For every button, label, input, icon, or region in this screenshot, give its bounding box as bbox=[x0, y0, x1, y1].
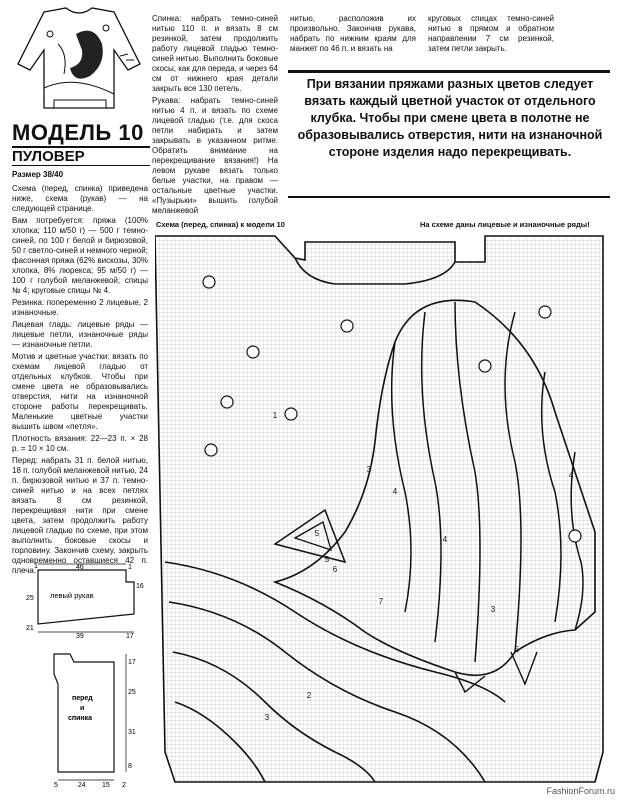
chart-region-label: 3 bbox=[366, 465, 372, 474]
watermark: FashionForum.ru bbox=[546, 786, 615, 796]
instructions-col4 bbox=[428, 14, 554, 56]
dim-label: 31 bbox=[128, 729, 136, 736]
chart-region-label: 3 bbox=[264, 713, 270, 722]
instructions-col3 bbox=[290, 14, 416, 56]
sleeve-schematic bbox=[14, 560, 150, 640]
garment-name: ПУЛОВЕР bbox=[12, 148, 85, 165]
chart-region-label: 4 bbox=[568, 471, 574, 480]
instructions-col1 bbox=[12, 170, 148, 578]
chart-caption-right: На схеме даны лицевые и изнаночные ряды! bbox=[420, 220, 590, 229]
knitting-chart bbox=[155, 232, 614, 790]
dim-label: 8 bbox=[128, 763, 132, 770]
sleeve-label: левый рукав bbox=[50, 591, 94, 600]
dim-label: 25 bbox=[26, 595, 34, 602]
body-label: спинка bbox=[68, 715, 93, 722]
dim-label: 16 bbox=[136, 583, 144, 590]
body-schematic bbox=[14, 644, 150, 790]
body-label: и bbox=[80, 705, 85, 712]
paragraph: Лицевая гладь: лицевые ряды — лицевые петли, изнаночные ряды — изнаночные петли. bbox=[12, 320, 148, 349]
callout-top-rule bbox=[288, 70, 610, 73]
chart-region-label: 2 bbox=[306, 691, 312, 700]
callout-bottom-rule bbox=[288, 196, 610, 198]
dim-label: 39 bbox=[76, 633, 84, 640]
subtitle-rule bbox=[12, 165, 150, 166]
chart-region-label: 4 bbox=[442, 535, 448, 544]
chart-region-label: 1 bbox=[272, 411, 278, 420]
model-title: МОДЕЛЬ 10 bbox=[12, 120, 144, 145]
body-label: перед bbox=[72, 695, 93, 702]
paragraph: круговых спицах темно-синей нитью в прямом и обратном направлении 7 см резинкой, затем петли закрыть. bbox=[428, 14, 554, 53]
callout-note: При вязании пряжами разных цветов следует вязать каждый цветной участок от отдельного клубка. Чтобы при смене цвета в полотне не образовывались отверстия, нити на изнаночной стороне изделия надо перекрещивать. bbox=[297, 77, 603, 159]
paragraph: нитью, расположив их произвольно. Закончив рукава, набрать по нижним краям для манжет по 46 п. и вязать на bbox=[290, 14, 416, 53]
dim-label: 46 bbox=[76, 564, 84, 571]
paragraph: Резинка: попеременно 2 лицевые, 2 изнаночные. bbox=[12, 298, 148, 317]
chart-region-label: 7 bbox=[378, 597, 384, 606]
paragraph: Спинка: набрать темно-синей нитью 110 п. и вязать 8 см резинкой, затем продолжить работу лицевой гладью темно-синей нитью. Выполнить боковые скосы, как для переда, и через 64 см от нижнего края детали закрыть все 130 петель. bbox=[152, 14, 279, 93]
dim-label: 5 bbox=[54, 782, 58, 789]
chart-region-label: 5 bbox=[314, 529, 320, 538]
dim-label: 1 bbox=[34, 563, 38, 570]
paragraph: Рукава: набрать темно-синей нитью 4 п. и вязать по схеме лицевой гладью (т.е. для скоса петли набирать и затем закрывать в указанном ритме. Обратить внимание на перекрещивание вязания!) На левом рукаве вязать только белые участки, на правом — остальные цветные участки. «Пузырьки» вышить голубой меланжевой bbox=[152, 96, 278, 215]
dim-label: 2 bbox=[122, 782, 126, 789]
chart-region-label: 5 bbox=[514, 645, 520, 654]
paragraph: Плотность вязания: 22—23 п. × 28 р. = 10 × 10 см. bbox=[12, 434, 148, 453]
chart-region-label: 6 bbox=[332, 565, 338, 574]
paragraph: Схема (перед, спинка) приведена ниже, схема (рукав) — на следующей странице. bbox=[12, 184, 148, 213]
chart-caption-left: Схема (перед, спинка) к модели 10 bbox=[156, 220, 285, 229]
dim-label: 25 bbox=[128, 689, 136, 696]
dim-label: 17 bbox=[126, 633, 134, 640]
chart-region-label: 3 bbox=[490, 605, 496, 614]
paragraph: Вам потребуется: пряжа (100% хлопка; 110 м/50 г) — 500 г темно-синей, по 100 г белой и бирюзовой, 50 г светло-синей и немного черной; фасонная пряжа (62% вискозы, 30% хлопка, 8% люрекса; 95 м/50 г) — 100 г голубой меланжевой; спицы № 4; круговые спицы № 4. bbox=[12, 216, 148, 295]
dim-label: 1 bbox=[128, 564, 132, 571]
chart-region-label: 5 bbox=[324, 555, 330, 564]
paragraph: Перед: набрать 31 п. белой нитью, 18 п. голубой меланжевой нитью, 24 п. бирюзовой нитью и 37 п. темно-синей нитью и на всех петлях вязать 8 см резинкой, перекрещивая нити при смене цвета, затем продолжить работу лицевой гладью по схеме, при этом выполнить боковые скосы и горловину. Закончив схему, закрыть одновременно оставшиеся 42 п. плеча. bbox=[12, 456, 148, 575]
dim-label: 24 bbox=[78, 782, 86, 789]
paragraph: Мотив и цветные участки: вязать по схемам лицевой гладью от отдельных клубков. Чтобы при смене цвета не образовывались отверстия, нити на изнаночной стороне работы перекрещивать. Маленькие цветные участки вышить швом «петля». bbox=[12, 352, 148, 431]
dim-label: 21 bbox=[26, 625, 34, 632]
dim-label: 17 bbox=[128, 659, 136, 666]
garment-sketch bbox=[14, 4, 144, 112]
chart-region-label: 4 bbox=[392, 487, 398, 496]
instructions-col2 bbox=[152, 14, 278, 218]
dim-label: 15 bbox=[102, 782, 110, 789]
size-line: Размер 38/40 bbox=[12, 170, 64, 179]
